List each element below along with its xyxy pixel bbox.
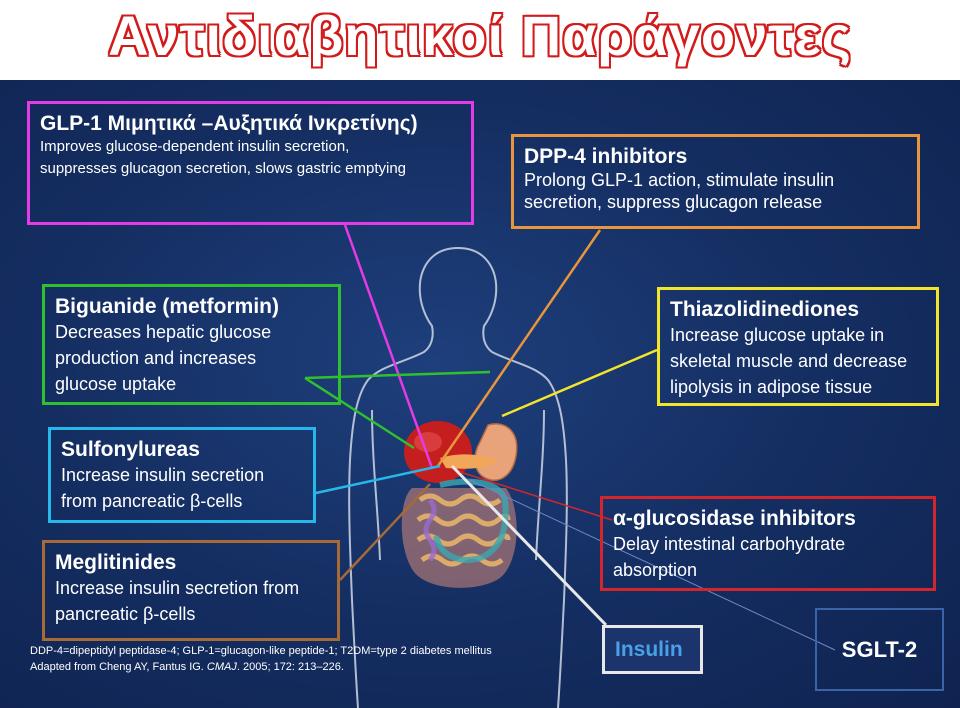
insulin-heading: Insulin	[615, 638, 683, 661]
sulfonylureas-box	[48, 427, 316, 523]
thiazolidinediones-heading: Thiazolidinediones	[670, 298, 860, 321]
stomach-shape	[475, 424, 517, 480]
dpp4-heading: DPP-4 inhibitors	[524, 145, 688, 168]
thiazolidinediones-line-3: lipolysis in adipose tissue	[670, 377, 873, 397]
meglitinides-line-1: Increase insulin secretion from	[55, 578, 300, 598]
sglt2-box	[815, 608, 944, 691]
citation-journal: CMAJ	[206, 661, 237, 673]
dpp4-line-2: secretion, suppress glucagon release	[524, 192, 823, 212]
alpha-glucosidase-line-1: Delay intestinal carbohydrate	[613, 534, 846, 554]
biguanide-line-2: production and increases	[55, 348, 257, 368]
citation-authors: Adapted from Cheng AY, Fantus IG.	[30, 661, 207, 673]
dpp4-inhibitors-box	[511, 134, 920, 229]
intestines-shape	[402, 482, 517, 588]
citation-details: . 2005; 172: 213–226.	[236, 661, 344, 673]
footnote-abbreviations: DDP-4=dipeptidyl peptidase-4; GLP-1=glucagon-like peptide-1; T2DM=type 2 diabetes mellitus	[30, 645, 492, 657]
biguanide-heading: Biguanide (metformin)	[55, 295, 279, 318]
footnote	[30, 643, 492, 675]
biguanide-line-3: glucose uptake	[55, 374, 177, 394]
insulin-box	[602, 625, 703, 674]
biguanide-line-1: Decreases hepatic glucose	[55, 322, 272, 342]
page-title: Αντιδιαβητικοί Παράγοντες	[108, 4, 852, 67]
glp1-line-2: suppresses glucagon secretion, slows gastric emptying	[40, 160, 407, 177]
alpha-glucosidase-box	[600, 496, 936, 591]
biguanide-box	[42, 284, 341, 405]
alpha-glucosidase-line-2: absorption	[613, 560, 698, 580]
footnote-citation	[30, 659, 492, 675]
thiazolidinediones-line-2: skeletal muscle and decrease	[670, 351, 908, 371]
glp1-line-1: Improves glucose-dependent insulin secretion,	[40, 138, 350, 155]
sulfonylureas-line-1: Increase insulin secretion	[61, 465, 265, 485]
meglitinides-box	[42, 540, 340, 641]
glp1-mimetics-box	[27, 101, 474, 225]
sulfonylureas-heading: Sulfonylureas	[61, 438, 200, 461]
meglitinides-heading: Meglitinides	[55, 551, 177, 574]
thiazolidinediones-line-1: Increase glucose uptake in	[670, 325, 885, 345]
thiazolidinediones-box	[657, 287, 939, 406]
dpp4-line-1: Prolong GLP-1 action, stimulate insulin	[524, 170, 835, 190]
meglitinides-line-2: pancreatic β-cells	[55, 604, 196, 624]
glp1-heading: GLP-1 Μιμητικά –Αυξητικά Ινκρετίνης)	[40, 112, 418, 135]
sulfonylureas-line-2: from pancreatic β-cells	[61, 491, 243, 511]
alpha-glucosidase-heading: α-glucosidase inhibitors	[613, 507, 856, 530]
sglt2-heading: SGLT-2	[841, 637, 918, 662]
